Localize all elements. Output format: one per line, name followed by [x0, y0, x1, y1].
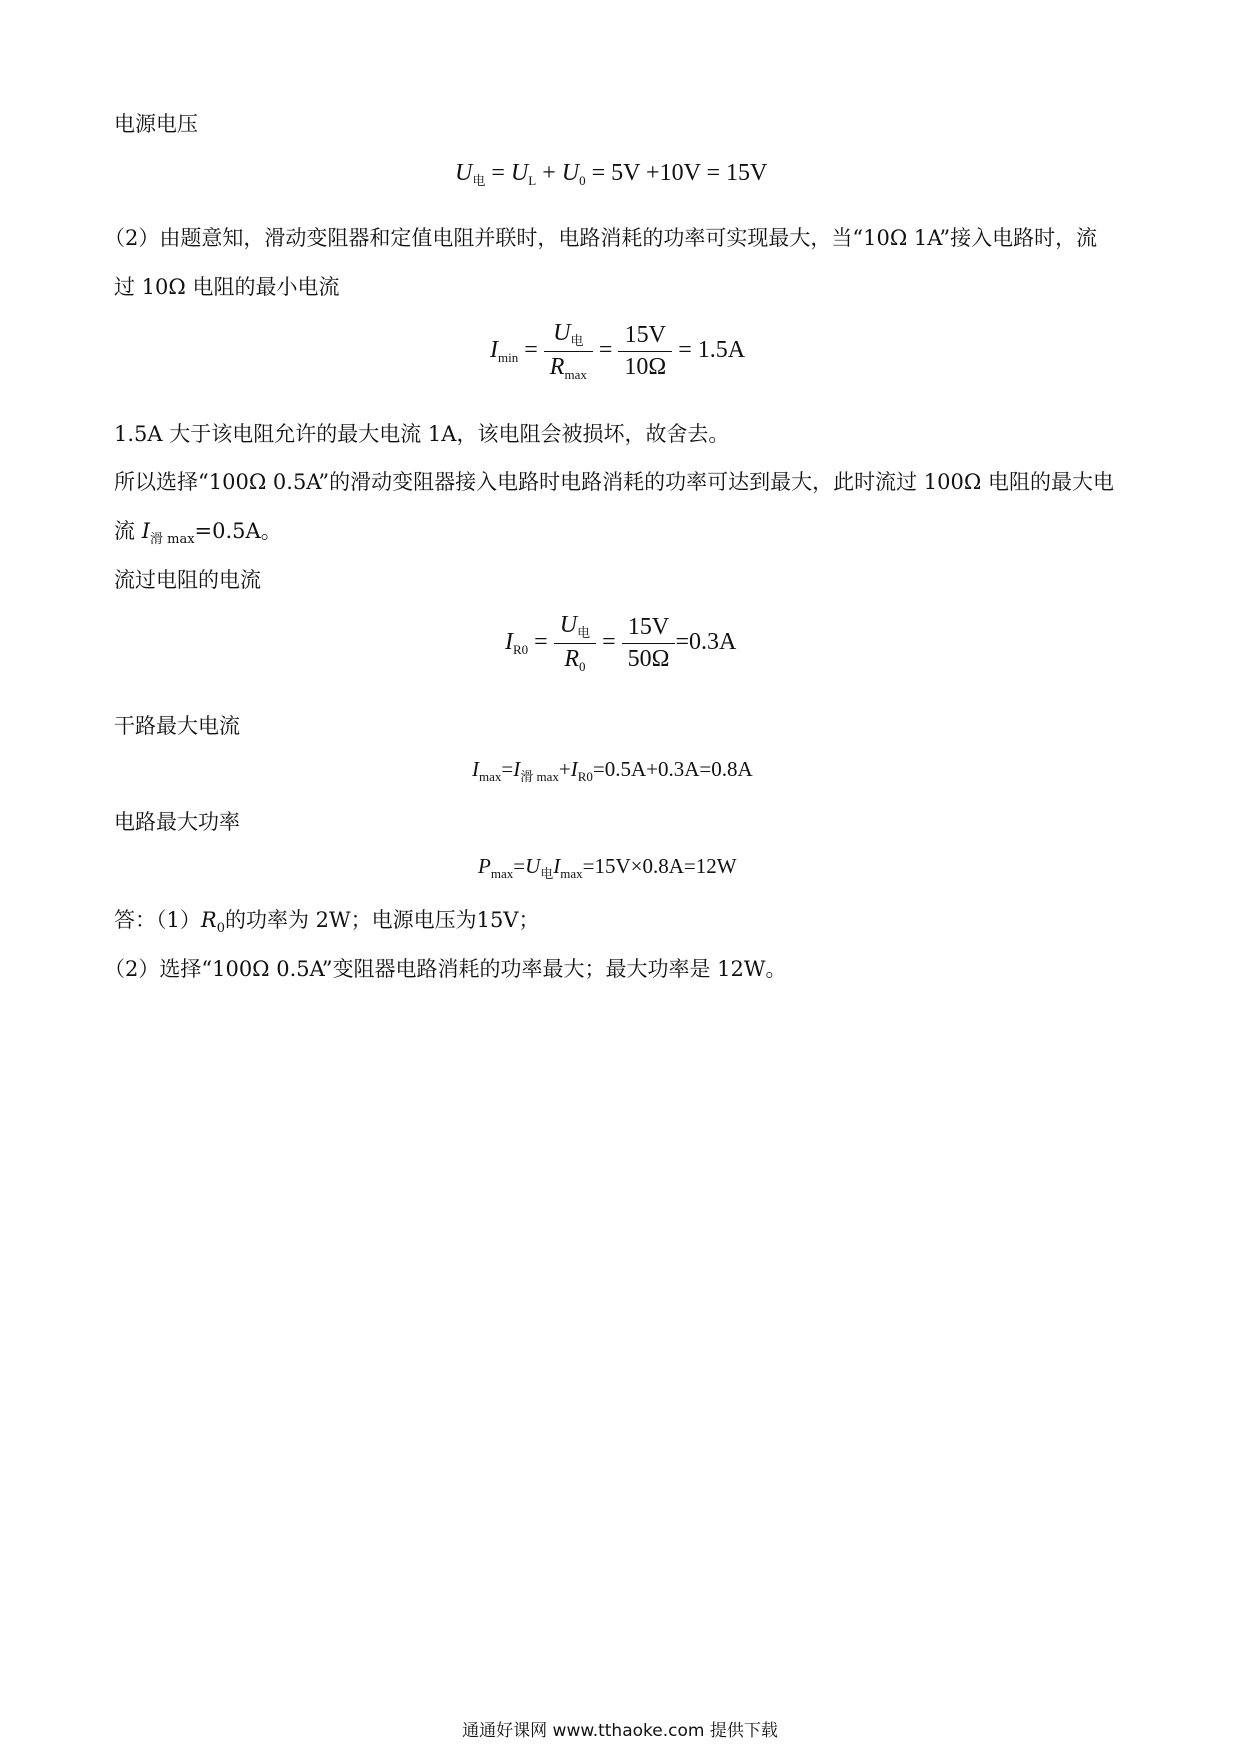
text-line-8: 干路最大电流 — [114, 714, 240, 738]
text-line-9: 电路最大功率 — [114, 810, 240, 834]
text-line-2: （2）由题意知，滑动变阻器和定值电阻并联时，电路消耗的功率可实现最大，当“10Ω 1A”接入电路时，流 — [104, 226, 1098, 250]
text-line-4: 1.5A 大于该电阻允许的最大电流 1A，该电阻会被损坏，故舍去。 — [114, 422, 730, 446]
text-line-7: 流过电阻的电流 — [114, 568, 261, 592]
page-footer: 通通好课网 www.tthaoke.com 提供下载 — [462, 1721, 778, 1741]
text-line-3: 过 10Ω 电阻的最小电流 — [114, 275, 340, 299]
text-line-5: 所以选择“100Ω 0.5A”的滑动变阻器接入电路时电路消耗的功率可达到最大，此时流过 100Ω 电阻的最大电 — [114, 470, 1114, 494]
equation-r0-current: $I_{R0}$ = $\frac{U_电}{R_0}$ = $\frac{15V}{50\Omega}$ =0.3A — [505, 612, 737, 674]
equation-max-power: $P_{max}=U_电I_{max}=15V\times 0.8A=12W$ — [478, 854, 737, 881]
answer-line-1: 答：$(1)R_0$的功率为 2W；电源电压为15V； — [114, 908, 540, 936]
equation-min-current: $I_{min}$ = $\frac{U_电}{R_{max}}$ = $\frac{15V}{10\Omega}$ = 1.5A — [490, 320, 746, 382]
answer-line-2: （2）选择“100Ω 0.5A”变阻器电路消耗的功率最大；最大功率是 12W。 — [104, 957, 787, 981]
text-line-1: 电源电压 — [114, 112, 198, 136]
text-line-6: 流 $I_{滑 max}=0.5A$。 — [114, 519, 282, 547]
equation-max-current: $I_{max}=I_{滑 max}+I_{R0}=0.5A+0.3A=0.8A$ — [472, 757, 753, 784]
equation-source-voltage: $U_电 = U_L + U_0 = 5V +10V = 15V$ — [455, 160, 768, 188]
